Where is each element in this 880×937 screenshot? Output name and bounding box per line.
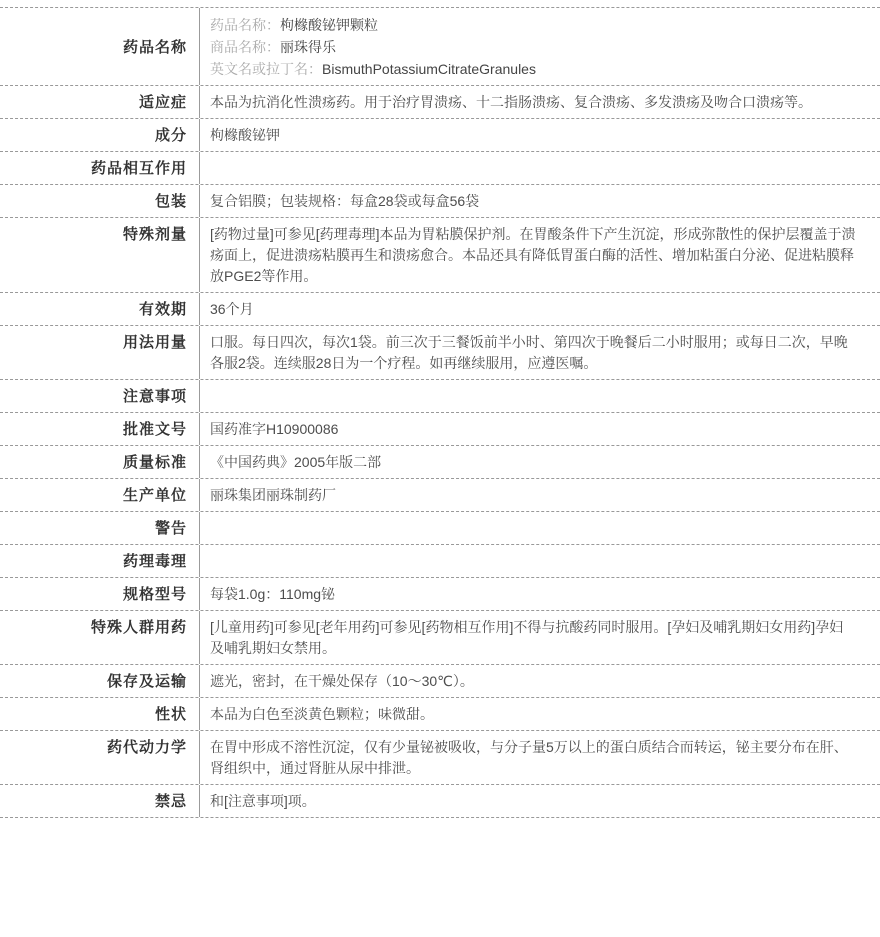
- row-label-text: 生产单位: [122, 487, 187, 504]
- row-value: [药物过量]可参见[药理毒理]本品为胃粘膜保护剂。在胃酸条件下产生沉淀，形成弥散性的保护层覆盖于溃疡面上，促进溃疡粘膜再生和溃疡愈合。本品还具有降低胃蛋白酶的活性、增加粘蛋白分泌、促进粘膜释放PGE2等作用。: [210, 226, 856, 284]
- row-label-text: 用法用量: [122, 334, 187, 351]
- row-label: [0, 119, 200, 151]
- row-label-text: 批准文号: [122, 421, 187, 438]
- row-value: 本品为白色至淡黄色颗粒；味微甜。: [210, 706, 434, 722]
- row-label: [0, 293, 200, 325]
- table-row-specification: [0, 578, 880, 611]
- row-label: [0, 326, 200, 379]
- table-row-pharmacokinetics: [0, 731, 880, 785]
- row-label: [0, 665, 200, 697]
- table-row-drug-name: [0, 8, 880, 86]
- row-label-text: 适应症: [138, 94, 187, 111]
- row-label: [0, 479, 200, 511]
- row-label: [0, 785, 200, 817]
- row-label-text: 包装: [154, 193, 187, 210]
- trade-name-value: 丽珠得乐: [280, 39, 336, 55]
- row-label-text: 质量标准: [122, 454, 187, 471]
- row-label-text: 药品相互作用: [90, 160, 187, 177]
- row-label: [0, 512, 200, 544]
- row-value: 口服。每日四次，每次1袋。前三次于三餐饭前半小时、第四次于晚餐后二小时服用；或每日二次，早晚各服2袋。连续服28日为一个疗程。如再继续服用，应遵医嘱。: [210, 334, 848, 371]
- english-name-line: [210, 58, 856, 80]
- row-value: [儿童用药]可参见[老年用药]可参见[药物相互作用]不得与抗酸药同时服用。[孕妇及哺乳期妇女用药]孕妇及哺乳期妇女禁用。: [210, 619, 844, 656]
- table-row-description: [0, 698, 880, 731]
- drug-info-table: [0, 7, 880, 818]
- row-label-text: 性状: [154, 706, 187, 723]
- row-label-text: 成分: [154, 127, 187, 144]
- row-label-text: 药理毒理: [122, 553, 187, 570]
- row-label: [0, 86, 200, 118]
- table-row-pharmacology-toxicology: [0, 545, 880, 578]
- row-label-text: 有效期: [138, 301, 187, 318]
- row-label: [0, 185, 200, 217]
- row-label: [0, 545, 200, 577]
- row-label-text: 禁忌: [154, 793, 187, 810]
- row-label-text: 药代动力学: [106, 739, 187, 756]
- row-label: [0, 218, 200, 292]
- row-value: [200, 152, 880, 184]
- table-row-drug-interactions: [0, 152, 880, 185]
- trade-name-line: [210, 36, 856, 58]
- row-label-text: 特殊剂量: [122, 226, 187, 243]
- table-row-approval-number: [0, 413, 880, 446]
- table-row-special-populations: [0, 611, 880, 665]
- drug-name-value: 枸橼酸铋钾颗粒: [280, 17, 378, 33]
- row-value: 遮光，密封，在干燥处保存（10～30℃）。: [210, 673, 474, 689]
- row-value: [200, 545, 880, 577]
- row-label: [0, 731, 200, 784]
- table-row-dosage: [0, 326, 880, 380]
- english-name-value: BismuthPotassiumCitrateGranules: [322, 61, 536, 77]
- table-row-indications: [0, 86, 880, 119]
- row-label-text: 规格型号: [122, 586, 187, 603]
- row-label: [0, 380, 200, 412]
- table-row-warning: [0, 512, 880, 545]
- row-value: [200, 380, 880, 412]
- row-label: [0, 152, 200, 184]
- english-name-key: 英文名或拉丁名：: [210, 61, 322, 77]
- row-label: [0, 611, 200, 664]
- table-row-packaging: [0, 185, 880, 218]
- table-row-special-dosage: [0, 218, 880, 293]
- row-value: [200, 512, 880, 544]
- row-label: [0, 698, 200, 730]
- row-value: 《中国药典》2005年版二部: [210, 454, 382, 470]
- table-row-ingredients: [0, 119, 880, 152]
- table-row-shelf-life: [0, 293, 880, 326]
- table-row-contraindications: [0, 785, 880, 818]
- drug-name-line: [210, 14, 856, 36]
- drug-name-key: 药品名称：: [210, 17, 280, 33]
- row-label-text: 注意事项: [122, 388, 187, 405]
- table-row-quality-standard: [0, 446, 880, 479]
- row-label: [0, 446, 200, 478]
- table-row-manufacturer: [0, 479, 880, 512]
- row-label: [0, 578, 200, 610]
- row-value: 每袋1.0g：110mg铋: [210, 586, 336, 602]
- row-value: 在胃中形成不溶性沉淀，仅有少量铋被吸收，与分子量5万以上的蛋白质结合而转运，铋主要分布在肝、肾组织中，通过肾脏从尿中排泄。: [210, 739, 848, 776]
- row-label: [0, 8, 200, 85]
- row-value: 和[注意事项]项。: [210, 793, 316, 809]
- row-value: 丽珠集团丽珠制药厂: [210, 487, 336, 503]
- row-label-text: 特殊人群用药: [90, 619, 187, 636]
- row-value: 枸橼酸铋钾: [210, 127, 280, 143]
- row-label-text: 警告: [154, 520, 187, 537]
- row-label-text: 药品名称: [122, 38, 187, 56]
- row-value: 36个月: [210, 301, 254, 317]
- table-row-precautions: [0, 380, 880, 413]
- row-value: [200, 8, 880, 85]
- row-label: [0, 413, 200, 445]
- row-value: 本品为抗消化性溃疡药。用于治疗胃溃疡、十二指肠溃疡、复合溃疡、多发溃疡及吻合口溃疡等。: [210, 94, 812, 110]
- trade-name-key: 商品名称：: [210, 39, 280, 55]
- row-value: 国药准字H10900086: [210, 421, 339, 437]
- row-value: 复合铝膜；包装规格：每盒28袋或每盒56袋: [210, 193, 480, 209]
- table-row-storage-transport: [0, 665, 880, 698]
- row-label-text: 保存及运输: [106, 673, 187, 690]
